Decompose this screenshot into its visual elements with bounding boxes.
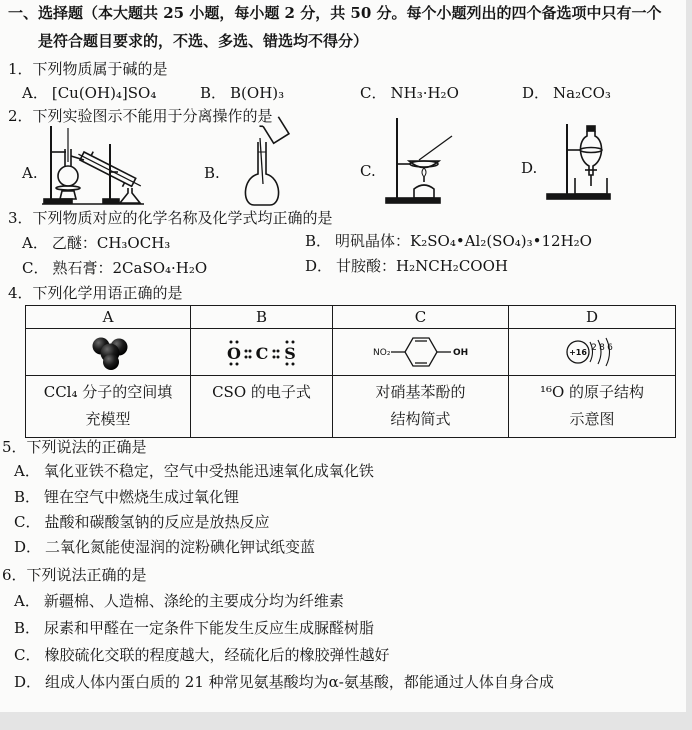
- option-label: A．: [14, 592, 40, 610]
- atomic-structure-diagram: [510, 330, 674, 374]
- option-label: D．: [14, 538, 42, 556]
- image-cell-c: [333, 329, 509, 376]
- glass-rod: [260, 138, 263, 184]
- option-label: B．: [200, 84, 227, 102]
- space-filling-model-icon: [28, 330, 188, 374]
- atom-c: C: [255, 344, 268, 363]
- nucleus-charge: +16: [569, 348, 587, 357]
- atom-s: S: [283, 344, 296, 363]
- option-label: D．: [14, 673, 42, 691]
- caption-line: 结构简式: [390, 410, 451, 428]
- caption-cell-a: [26, 376, 191, 438]
- q1-option-c: [360, 83, 459, 103]
- option-label: B．: [305, 232, 332, 250]
- structural-formula: [335, 330, 507, 374]
- beaker: [259, 115, 288, 145]
- option-text: 氧化亚铁不稳定，空气中受热能迅速氧化成氧化铁: [43, 462, 374, 480]
- option-text: 明矾晶体：K₂SO₄•Al₂(SO₄)₃•12H₂O: [335, 232, 592, 250]
- q5-stem: 5．下列说法的正确是: [2, 438, 147, 456]
- section-header-line1: 一、选择题（本大题共 25 小题，每小题 2 分，共 50 分。每个小题列出的四个备选项中只有一个: [8, 4, 662, 22]
- alcohol-lamp: [60, 191, 76, 199]
- q1-option-d: [522, 83, 611, 103]
- q3-option-b: [305, 231, 592, 251]
- separatory-funnel-icon: [545, 122, 613, 202]
- q6-option-b: [14, 618, 374, 638]
- option-text: 熟石膏：2CaSO₄·H₂O: [52, 259, 208, 277]
- option-text: 乙醚：CH₃OCH₃: [51, 234, 171, 252]
- option-text: NH₃·H₂O: [390, 84, 459, 102]
- q1-stem: 1．下列物质属于碱的是: [8, 60, 168, 78]
- q2-option-b-label: B.: [204, 164, 220, 182]
- option-text: 橡胶硫化交联的程度越大，经硫化后的橡胶弹性越好: [44, 646, 390, 664]
- q6-stem: 6．下列说法正确的是: [2, 566, 147, 584]
- q3-option-a: [22, 233, 170, 253]
- option-text: 组成人体内蛋白质的 21 种常见氨基酸均为α-氨基酸，都能通过人体自身合成: [45, 673, 554, 691]
- atom-o: O: [226, 344, 241, 363]
- caption-line: 充模型: [85, 410, 131, 428]
- section-header-line2: 是符合题目要求的，不选、多选、错选均不得分）: [38, 32, 369, 50]
- q4-options-table: [25, 305, 676, 438]
- evaporation-apparatus-icon: [382, 116, 458, 208]
- option-text: 锂在空气中燃烧生成过氧化锂: [44, 488, 240, 506]
- option-label: D．: [305, 257, 333, 275]
- q6-option-d: [14, 672, 554, 692]
- volumetric-flask-transfer-icon: [232, 118, 298, 208]
- q3-option-c: [22, 258, 207, 278]
- caption-cell-b: [191, 376, 333, 438]
- option-text: 盐酸和碳酸氢钠的反应是放热反应: [44, 513, 270, 531]
- shell-electrons-2: 8: [599, 343, 605, 353]
- option-label: C．: [360, 84, 387, 102]
- caption-cell-d: [509, 376, 676, 438]
- q2-option-a-label: A.: [22, 164, 38, 182]
- option-label: B．: [14, 619, 41, 637]
- option-label: C．: [14, 513, 41, 531]
- option-text: [Cu(OH)₄]SO₄: [51, 84, 157, 102]
- header-cell-b: B: [191, 306, 333, 329]
- glass-rod: [419, 136, 452, 160]
- q1-option-b: [200, 83, 284, 103]
- distillation-apparatus-icon: [40, 122, 146, 208]
- hydroxyl-group-label: OH: [452, 348, 468, 358]
- image-cell-d: [509, 329, 676, 376]
- option-label: D．: [522, 84, 550, 102]
- table-caption-row: [26, 376, 676, 438]
- header-cell-c: C: [333, 306, 509, 329]
- benzene-ring: [405, 338, 437, 366]
- receiving-flask: [120, 188, 140, 203]
- image-cell-a: [26, 329, 191, 376]
- q2-stem: 2．下列实验图示不能用于分离操作的是: [8, 107, 273, 125]
- option-text: B(OH)₃: [230, 84, 285, 102]
- option-label: A．: [14, 462, 40, 480]
- distilling-flask: [58, 166, 78, 186]
- q5-option-a: [14, 461, 374, 481]
- flame: [422, 168, 426, 177]
- option-label: C．: [22, 259, 49, 277]
- header-cell-a: A: [26, 306, 191, 329]
- q2-option-d-label: D.: [521, 159, 538, 177]
- option-label: B．: [14, 488, 41, 506]
- q3-stem: 3．下列物质对应的化学名称及化学式均正确的是: [8, 209, 333, 227]
- nitro-group-label: NO₂: [372, 348, 390, 358]
- shell-electrons-3: 6: [607, 343, 613, 353]
- caption-line: 示意图: [569, 410, 615, 428]
- alcohol-lamp: [414, 185, 434, 198]
- caption-line: CCl₄ 分子的空间填: [43, 383, 173, 401]
- option-text: 尿素和甲醛在一定条件下能发生反应生成脲醛树脂: [44, 619, 375, 637]
- image-cell-b: [191, 329, 333, 376]
- q6-option-c: [14, 645, 390, 665]
- caption-line: ¹⁶O 的原子结构: [539, 383, 645, 401]
- caption-line: 对硝基苯酚的: [375, 383, 466, 401]
- q1-option-a: [22, 83, 156, 103]
- q5-option-d: [14, 537, 315, 557]
- caption-cell-c: [333, 376, 509, 438]
- q5-option-c: [14, 512, 270, 532]
- q3-option-d: [305, 256, 508, 276]
- option-text: 新疆棉、人造棉、涤纶的主要成分均为纤维素: [43, 592, 344, 610]
- q6-option-a: [14, 591, 344, 611]
- option-text: Na₂CO₃: [553, 84, 611, 102]
- atom-ball: [103, 354, 119, 370]
- header-cell-d: D: [509, 306, 676, 329]
- electron-formula: [193, 330, 331, 374]
- stopper: [587, 126, 595, 131]
- q2-option-c-label: C.: [360, 162, 376, 180]
- q5-option-b: [14, 487, 239, 507]
- table-header-row: [26, 306, 676, 329]
- shell-electrons-1: 2: [591, 343, 597, 353]
- option-label: C．: [14, 646, 41, 664]
- table-image-row: [26, 329, 676, 376]
- option-label: A．: [22, 234, 48, 252]
- q4-stem: 4．下列化学用语正确的是: [8, 284, 183, 302]
- caption-line: CSO 的电子式: [212, 383, 311, 401]
- option-text: 甘胺酸：H₂NCH₂COOH: [336, 257, 508, 275]
- option-text: 二氧化氮能使湿润的淀粉碘化钾试纸变蓝: [45, 538, 316, 556]
- option-label: A．: [22, 84, 48, 102]
